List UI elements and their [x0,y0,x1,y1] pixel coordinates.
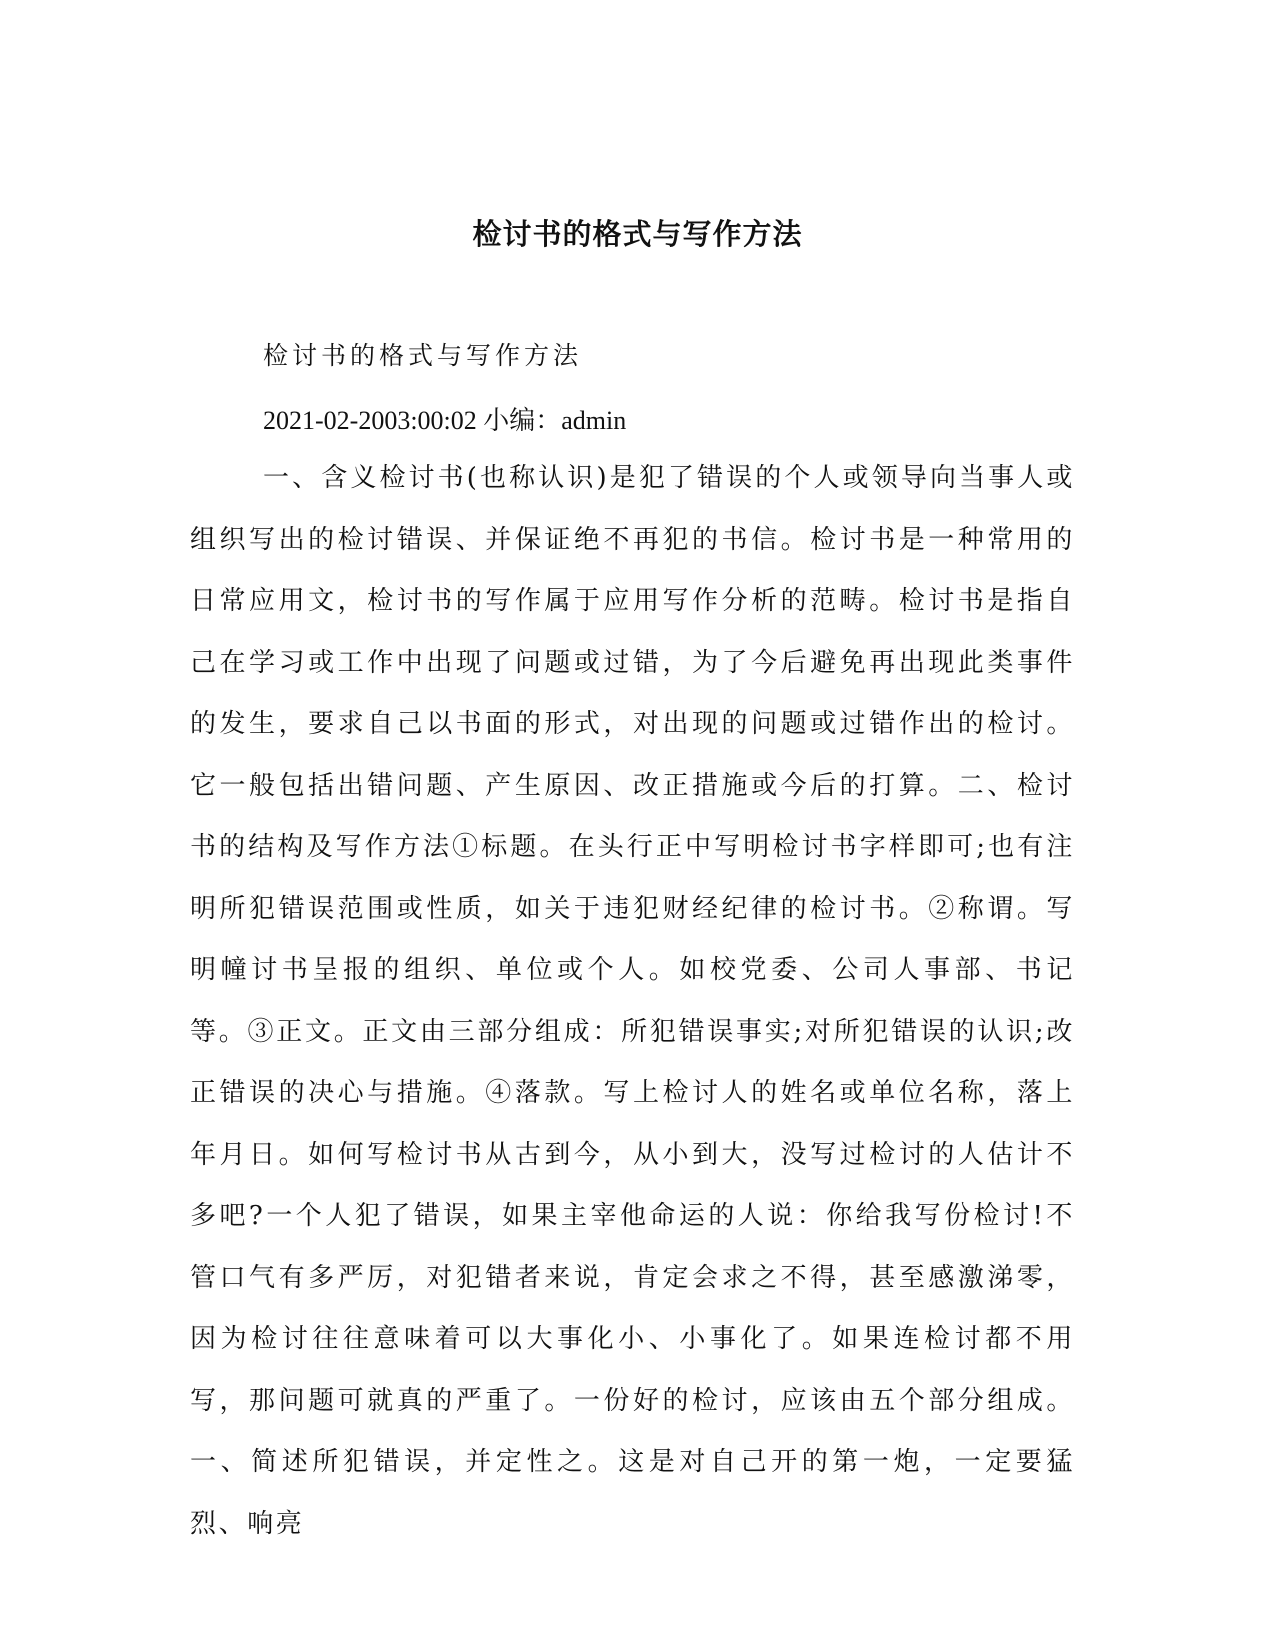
article-meta: 2021-02-2003:00:02 小编：admin [263,406,627,435]
article-subtitle: 检讨书的格式与写作方法 [263,341,583,370]
page-title: 检讨书的格式与写作方法 [472,217,803,251]
article-body: 一、含义检讨书(也称认识)是犯了错误的个人或领导向当事人或组织写出的检讨错误、并保证绝不再犯的书信。检讨书是一种常用的日常应用文，检讨书的写作属于应用写作分析的范畴。检讨书是指自己在学习或工作中出现了问题或过错，为了今后避免再出现此类事件的发生，要求自己以书面的形式，对出现的问题或过错作出的检讨。它一般包括出错问题、产生原因、改正措施或今后的打算。二、检讨书的结构及写作方法①标题。在头行正中写明检讨书字样即可;也有注明所犯错误范围或性质，如关于违犯财经纪律的检讨书。②称谓。写明幢讨书呈报的组织、单位或个人。如校党委、公司人事部、书记等。③正文。正文由三部分组成：所犯错误事实;对所犯错误的认识;改正错误的决心与措施。④落款。写上检讨人的姓名或单位名称，落上年月日。如何写检讨书从古到今，从小到大，没写过检讨的人估计不多吧?一个人犯了错误，如果主宰他命运的人说：你给我写份检讨!不管口气有多严厉，对犯错者来说，肯定会求之不得，甚至感激涕零，因为检讨往往意味着可以大事化小、小事化了。如果连检讨都不用写，那问题可就真的严重了。一份好的检讨，应该由五个部分组成。一、简述所犯错误，并定性之。这是对自己开的第一炮，一定要猛烈、响亮 [190,463,1075,1539]
